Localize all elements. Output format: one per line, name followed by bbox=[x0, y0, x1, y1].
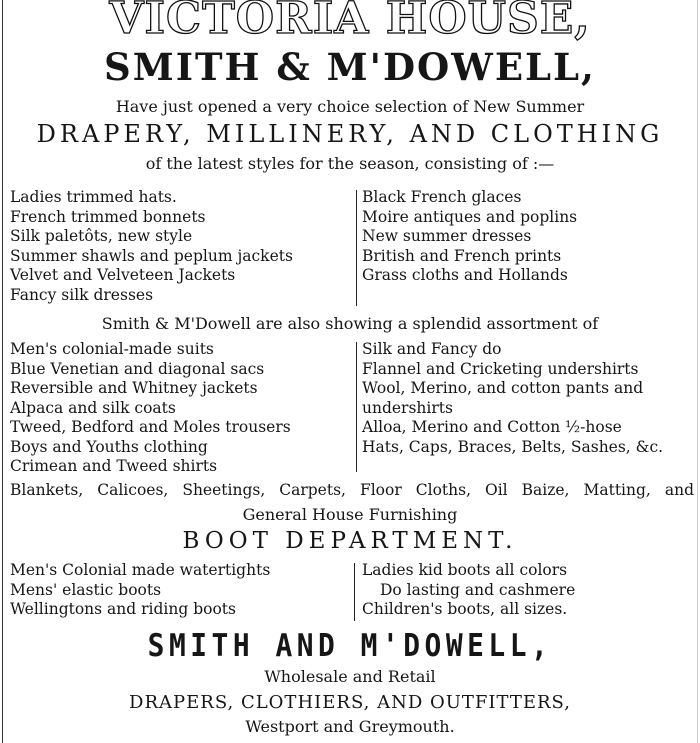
list-item: Crimean and Tweed shirts bbox=[10, 457, 218, 475]
household-goods-line: Blankets, Calicoes, Sheetings, Carpets, Floor Cloths, Oil Baize, Matting, and bbox=[10, 481, 694, 499]
list-item: Black French glaces bbox=[362, 188, 522, 206]
mens-list-right bbox=[362, 340, 663, 457]
list-item: undershirts bbox=[362, 398, 453, 417]
list-item: Grass cloths and Hollands bbox=[362, 266, 568, 284]
intro-line: Have just opened a very choice selection of New Summer bbox=[115, 97, 585, 116]
list-item: Men's Colonial made watertights bbox=[10, 561, 271, 579]
list-item: Moire antiques and poplins bbox=[362, 207, 578, 226]
list-item: Children's boots, all sizes. bbox=[362, 600, 568, 618]
list-item: Tweed, Bedford and Moles trousers bbox=[10, 418, 291, 436]
mens-intro-line: Smith & M'Dowell are also showing a splendid assortment of bbox=[101, 314, 599, 333]
list-item: Hats, Caps, Braces, Belts, Sashes, &c. bbox=[362, 437, 664, 456]
list-item: Velvet and Velveteen Jackets bbox=[10, 266, 236, 284]
list-item: Mens' elastic boots bbox=[10, 580, 162, 599]
summer-list-right bbox=[362, 188, 577, 286]
list-item: Blue Venetian and diagonal sacs bbox=[10, 359, 265, 378]
list-item: Alloa, Merino and Cotton ½-hose bbox=[362, 418, 622, 436]
list-item: New summer dresses bbox=[362, 227, 532, 245]
house-furnishing-line: General House Furnishing bbox=[242, 505, 458, 524]
firm-name-heading: SMITH & M'DOWELL, bbox=[104, 45, 596, 89]
boot-list-left bbox=[10, 561, 270, 620]
list-item: Wool, Merino, and cotton pants and bbox=[362, 379, 644, 397]
trade-line: Wholesale and Retail bbox=[264, 667, 436, 686]
list-item: Summer shawls and peplum jackets bbox=[10, 246, 293, 265]
mens-list-divider bbox=[356, 342, 357, 472]
house-name-heading: VICTORIA HOUSE, bbox=[109, 0, 591, 44]
boot-department-heading: BOOT DEPARTMENT. bbox=[182, 528, 518, 554]
list-item: Silk and Fancy do bbox=[362, 340, 502, 358]
list-item: Boys and Youths clothing bbox=[10, 437, 208, 456]
list-item: Wellingtons and riding boots bbox=[10, 600, 236, 618]
list-item: Silk paletôts, new style bbox=[10, 227, 193, 245]
locations-line: Westport and Greymouth. bbox=[245, 717, 455, 736]
mens-list-left bbox=[10, 340, 291, 477]
list-item: Ladies trimmed hats. bbox=[10, 188, 177, 206]
footer-firm-name: SMITH AND M'DOWELL, bbox=[147, 628, 553, 664]
list-item: Flannel and Cricketing undershirts bbox=[362, 359, 639, 378]
list-item: Ladies kid boots all colors bbox=[362, 561, 568, 579]
list-item: Alpaca and silk coats bbox=[10, 398, 176, 417]
summer-list-divider bbox=[356, 190, 357, 306]
list-item: Reversible and Whitney jackets bbox=[10, 379, 258, 397]
list-item: Do lasting and cashmere bbox=[380, 580, 576, 599]
occupation-line: DRAPERS, CLOTHIERS, AND OUTFITTERS, bbox=[129, 692, 571, 713]
boot-list-divider bbox=[354, 563, 355, 621]
list-item: French trimmed bonnets bbox=[10, 207, 206, 226]
list-item: Men's colonial-made suits bbox=[10, 340, 214, 358]
list-item: Fancy silk dresses bbox=[10, 285, 154, 304]
list-item: British and French prints bbox=[362, 246, 562, 265]
season-subline: of the latest styles for the season, consisting of :— bbox=[145, 154, 555, 173]
summer-list-left bbox=[10, 188, 293, 305]
boot-list-right bbox=[362, 561, 575, 620]
drapery-headline: DRAPERY, MILLINERY, AND CLOTHING bbox=[36, 120, 664, 148]
